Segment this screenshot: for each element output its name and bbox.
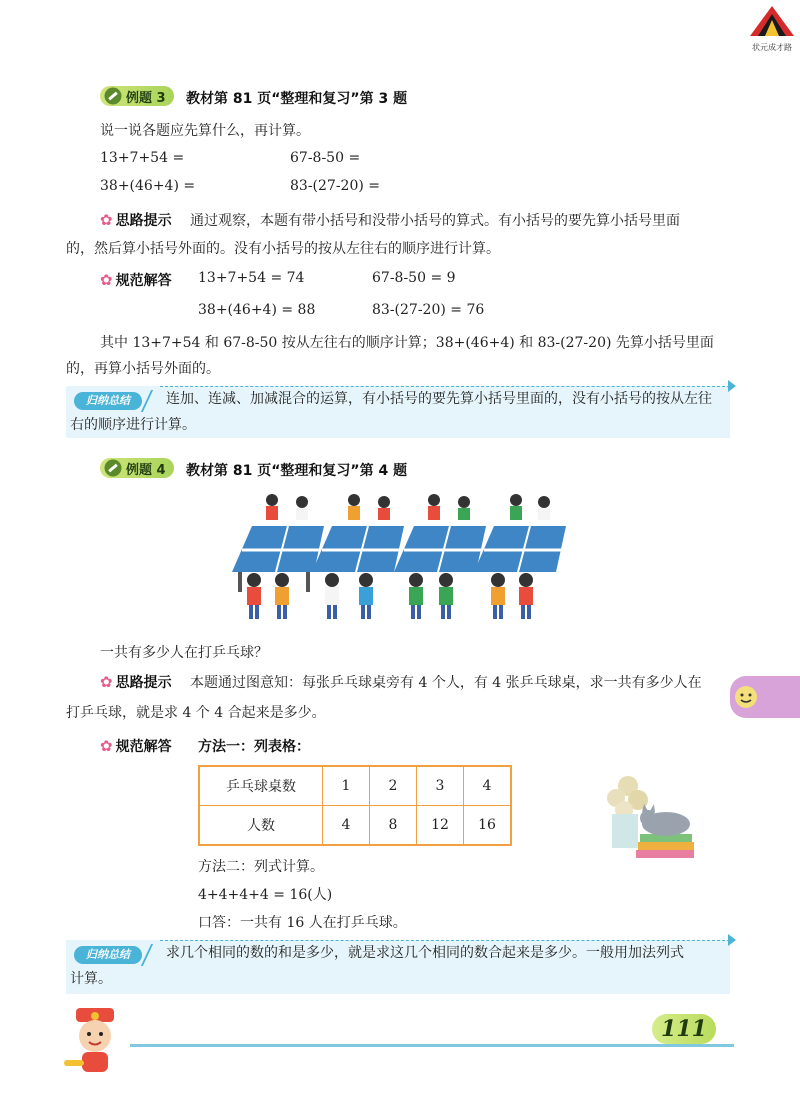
summary-box-1 xyxy=(66,386,730,438)
example4-title: 教材第 81 页“整理和复习”第 4 题 xyxy=(186,463,408,479)
flower-icon: ✿ xyxy=(100,673,113,691)
equation: 4+4+4+4 = 16(人) xyxy=(198,887,333,903)
summary-tag: 归纳总结 xyxy=(74,946,142,964)
hint-text-1: 通过观察，本题有带小括号和没带小括号的算式。有小括号的要先算小括号里面 xyxy=(190,213,681,229)
player-figure xyxy=(266,494,550,520)
ping-pong-table xyxy=(312,526,404,572)
pencil-icon xyxy=(104,459,122,477)
summary-box-2 xyxy=(66,940,730,994)
hint-label: 思路提示 xyxy=(115,213,172,229)
exercise-1: 13+7+54 = xyxy=(100,150,185,166)
table-cell: 1 xyxy=(323,766,370,806)
flower-face-icon xyxy=(732,683,760,711)
cat-icon xyxy=(640,804,690,836)
ping-pong-illustration xyxy=(232,490,566,624)
summary-tag: 归纳总结 xyxy=(74,392,142,410)
example3-badge-label: 例题 3 xyxy=(126,90,166,106)
example3-answer-label xyxy=(100,270,172,290)
example4-answer-label xyxy=(100,736,172,756)
cat-books-illustration xyxy=(598,770,698,864)
summary-text-2: 右的顺序进行计算。 xyxy=(70,417,196,433)
example4-badge-label: 例题 4 xyxy=(126,462,166,478)
ping-pong-table xyxy=(394,526,486,572)
mascot-boy-icon xyxy=(62,1006,128,1076)
table-header-cell: 人数 xyxy=(199,806,323,846)
example3-badge xyxy=(100,86,174,106)
table-cell: 2 xyxy=(370,766,417,806)
flower-icon: ✿ xyxy=(100,271,113,289)
answer-4: 83-(27-20) = 76 xyxy=(372,302,485,318)
summary-text-2: 计算。 xyxy=(70,971,112,987)
example4-badge xyxy=(100,458,174,478)
example4-question: 一共有多少人在打乒乓球？ xyxy=(100,645,268,661)
page-number: 111 xyxy=(652,1014,716,1044)
summary-text-1: 连加、连减、加减混合的运算，有小括号的要先算小括号里面的，没有小括号的按从左往 xyxy=(166,391,712,407)
hint-text-1: 本题通过图意知：每张乒乓球桌旁有 4 个人，有 4 张乒乓球桌，求一共有多少人在 xyxy=(190,675,702,691)
method-1: 方法一：列表格： xyxy=(198,739,310,755)
table-cell: 3 xyxy=(417,766,464,806)
reply: 口答：一共有 16 人在打乒乓球。 xyxy=(198,915,407,931)
ping-pong-table xyxy=(474,526,566,572)
exercise-2: 67-8-50 = xyxy=(290,150,361,166)
answer-label: 规范解答 xyxy=(115,273,172,289)
exercise-4: 83-(27-20) = xyxy=(290,178,381,194)
flower-icon: ✿ xyxy=(100,211,113,229)
side-tab xyxy=(730,676,800,718)
answer-3: 38+(46+4) = 88 xyxy=(198,302,316,318)
mountain-logo-icon xyxy=(748,4,796,38)
arrow-right-icon xyxy=(728,380,736,392)
hint-label: 思路提示 xyxy=(115,675,172,691)
table-header-cell: 乒乓球桌数 xyxy=(199,766,323,806)
method-2: 方法二：列式计算。 xyxy=(198,859,324,875)
table-cell: 4 xyxy=(464,766,512,806)
arrow-right-icon xyxy=(728,934,736,946)
player-figure xyxy=(247,573,533,619)
table-row xyxy=(199,766,511,806)
hint-text-2: 打乒乓球，就是求 4 个 4 合起来是多少。 xyxy=(66,705,326,721)
explain-1: 其中 13+7+54 和 67-8-50 按从左往右的顺序计算；38+(46+4) 和 83-(27-20) 先算小括号里面 xyxy=(100,335,714,351)
example3-title: 教材第 81 页“整理和复习”第 3 题 xyxy=(186,91,408,107)
example4-hint xyxy=(100,672,702,692)
corner-logo xyxy=(748,4,796,52)
explain-2: 的，再算小括号外面的。 xyxy=(66,361,220,377)
people-table xyxy=(198,765,512,846)
table-cell: 4 xyxy=(323,806,370,846)
example3-prompt: 说一说各题应先算什么，再计算。 xyxy=(100,123,310,139)
table-cell: 8 xyxy=(370,806,417,846)
summary-text-1: 求几个相同的数的和是多少，就是求这几个相同的数合起来是多少。一般用加法列式 xyxy=(166,945,684,961)
hint-text-2: 的，然后算小括号外面的。没有小括号的按从左往右的顺序进行计算。 xyxy=(66,241,500,257)
table-cell: 16 xyxy=(464,806,512,846)
slash-divider xyxy=(141,390,167,412)
footer-rule xyxy=(130,1044,734,1047)
answer-label: 规范解答 xyxy=(115,739,172,755)
answer-2: 67-8-50 = 9 xyxy=(372,270,456,286)
slash-divider xyxy=(141,944,167,966)
exercise-3: 38+(46+4) = xyxy=(100,178,196,194)
corner-logo-text: 状元成才路 xyxy=(752,43,792,52)
books-icon xyxy=(636,834,694,858)
table-row xyxy=(199,806,511,846)
pencil-icon xyxy=(104,87,122,105)
table-cell: 12 xyxy=(417,806,464,846)
answer-1: 13+7+54 = 74 xyxy=(198,270,305,286)
flower-icon: ✿ xyxy=(100,737,113,755)
example3-hint xyxy=(100,210,680,230)
